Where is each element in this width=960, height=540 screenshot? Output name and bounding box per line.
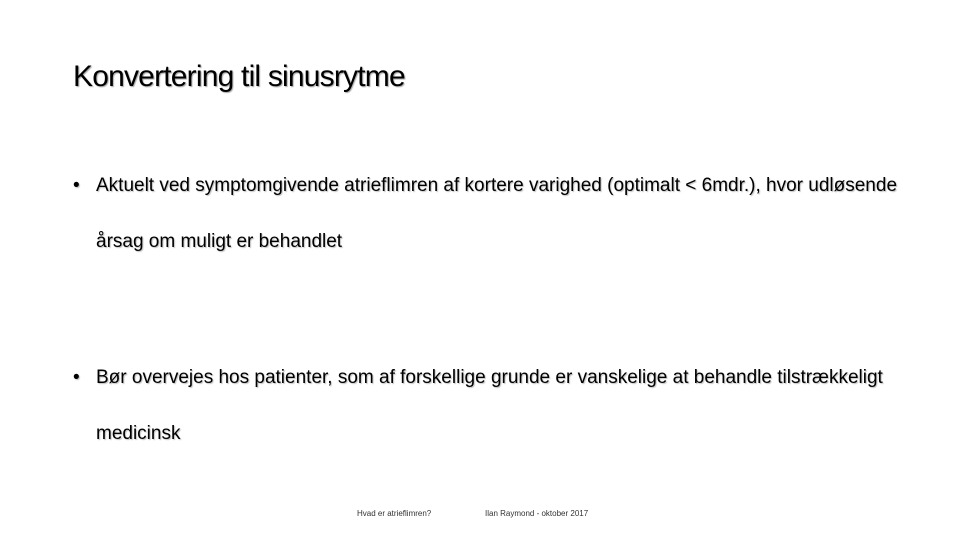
footer-topic: Hvad er atrieflimren? <box>357 509 432 518</box>
bullet-item <box>73 350 933 462</box>
bullet-item <box>73 158 933 270</box>
bullet-marker: • <box>73 175 80 196</box>
bullet-text: Aktuelt ved symptomgivende atrieflimren af kortere varighed (optimalt < 6mdr.), hvor udløsende årsag om muligt er behandlet <box>96 175 898 252</box>
footer-author-date: Ilan Raymond - oktober 2017 <box>485 509 589 518</box>
bullet-text: Bør overvejes hos patienter, som af forskellige grunde er vanskelige at behandle tilstrækkeligt medicinsk <box>96 367 883 444</box>
bullet-marker: • <box>73 367 80 388</box>
slide-title: Konvertering til sinusrytme <box>73 60 405 93</box>
